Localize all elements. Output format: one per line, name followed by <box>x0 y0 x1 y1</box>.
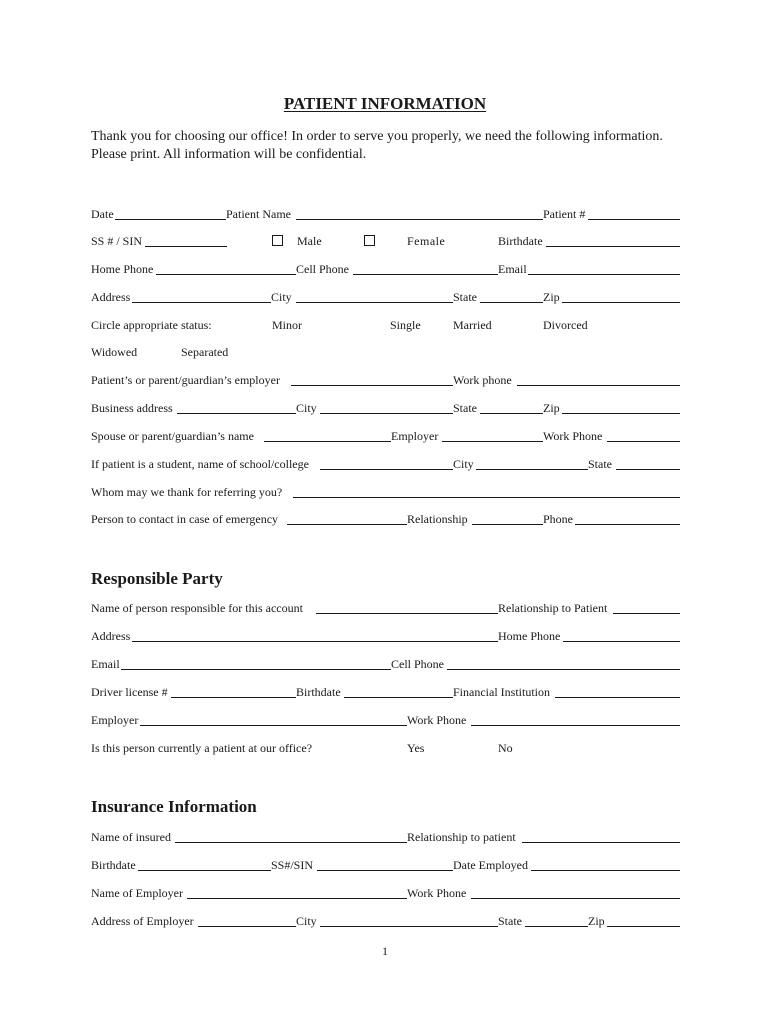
employer-state-field[interactable] <box>525 926 588 927</box>
status-prompt: Circle appropriate status: <box>91 318 212 332</box>
responsible-employer-field[interactable] <box>140 725 407 726</box>
insured-relationship-field[interactable] <box>522 842 680 843</box>
row-business-address <box>91 401 680 417</box>
state-label: State <box>453 290 477 304</box>
business-city-field[interactable] <box>320 413 453 414</box>
responsible-name-field[interactable] <box>316 613 498 614</box>
status-married[interactable]: Married <box>453 318 492 332</box>
insured-work-phone-label: Work Phone <box>407 886 467 900</box>
state-field[interactable] <box>480 302 543 303</box>
spouse-name-field[interactable] <box>264 441 391 442</box>
responsible-home-phone-field[interactable] <box>563 641 680 642</box>
spouse-employer-field[interactable] <box>442 441 543 442</box>
referral-field[interactable] <box>293 497 680 498</box>
employer-field[interactable] <box>291 385 453 386</box>
row-responsible-address <box>91 629 680 645</box>
female-checkbox[interactable] <box>364 235 375 246</box>
insured-relationship-label: Relationship to patient <box>407 830 516 844</box>
male-label: Male <box>297 234 322 248</box>
intro-text: Thank you for choosing our office! In order to serve you properly, we need the following information. Please print. All information will be confidential. <box>91 129 663 162</box>
spouse-work-phone-field[interactable] <box>607 441 680 442</box>
emergency-contact-label: Person to contact in case of emergency <box>91 512 279 526</box>
emergency-contact-field[interactable] <box>287 524 407 525</box>
employer-address-field[interactable] <box>198 926 296 927</box>
status-widowed[interactable]: Widowed <box>91 345 138 359</box>
current-patient-yes[interactable]: Yes <box>407 741 425 755</box>
email-field[interactable] <box>528 274 680 275</box>
insured-name-field[interactable] <box>175 842 407 843</box>
date-field[interactable] <box>115 219 226 220</box>
zip-label: Zip <box>543 290 560 304</box>
cell-phone-field[interactable] <box>353 274 498 275</box>
female-label: Female <box>407 234 446 248</box>
patient-name-label: Patient Name <box>226 207 291 221</box>
address-field[interactable] <box>132 302 271 303</box>
current-patient-question: Is this person currently a patient at our office? <box>91 741 313 755</box>
spouse-work-phone-label: Work Phone <box>543 429 603 443</box>
financial-institution-label: Financial Institution <box>453 685 550 699</box>
current-patient-no[interactable]: No <box>498 741 513 755</box>
status-minor[interactable]: Minor <box>272 318 302 332</box>
school-state-label: State <box>588 457 612 471</box>
row-insured-birthdate <box>91 858 680 874</box>
row-referral <box>91 485 680 501</box>
responsible-work-phone-label: Work Phone <box>407 713 467 727</box>
business-address-label: Business address <box>91 401 173 415</box>
ss-sin-label: SS # / SIN <box>91 234 143 248</box>
responsible-employer-label: Employer <box>91 713 139 727</box>
responsible-work-phone-field[interactable] <box>471 725 680 726</box>
birthdate-field[interactable] <box>546 246 680 247</box>
row-employer-address <box>91 914 680 930</box>
date-employed-field[interactable] <box>531 870 680 871</box>
patient-number-field[interactable] <box>588 219 680 220</box>
school-city-label: City <box>453 457 474 471</box>
responsible-email-field[interactable] <box>121 669 391 670</box>
referral-label: Whom may we thank for referring you? <box>91 485 283 499</box>
zip-field[interactable] <box>562 302 680 303</box>
row-phones <box>91 262 680 278</box>
row-date-name <box>91 207 680 223</box>
school-city-field[interactable] <box>476 469 588 470</box>
employer-zip-label: Zip <box>588 914 605 928</box>
row-employer <box>91 373 680 389</box>
status-single[interactable]: Single <box>390 318 421 332</box>
insured-ss-field[interactable] <box>317 870 453 871</box>
work-phone-field[interactable] <box>517 385 680 386</box>
insured-employer-field[interactable] <box>187 898 407 899</box>
driver-license-label: Driver license # <box>91 685 168 699</box>
responsible-birthdate-label: Birthdate <box>296 685 341 699</box>
insured-ss-label: SS#/SIN <box>271 858 314 872</box>
birthdate-label: Birthdate <box>498 234 543 248</box>
business-city-label: City <box>296 401 317 415</box>
insured-employer-label: Name of Employer <box>91 886 183 900</box>
responsible-email-label: Email <box>91 657 120 671</box>
spouse-name-label: Spouse or parent/guardian’s name <box>91 429 254 443</box>
business-state-field[interactable] <box>480 413 543 414</box>
insured-work-phone-field[interactable] <box>471 898 680 899</box>
male-checkbox[interactable] <box>272 235 283 246</box>
business-state-label: State <box>453 401 477 415</box>
row-ss-gender <box>91 234 680 250</box>
employer-label: Patient’s or parent/guardian’s employer <box>91 373 280 387</box>
emergency-phone-field[interactable] <box>575 524 680 525</box>
ss-sin-field[interactable] <box>145 246 227 247</box>
row-status-2 <box>91 345 680 361</box>
responsible-address-label: Address <box>91 629 131 643</box>
employer-city-label: City <box>296 914 317 928</box>
business-zip-label: Zip <box>543 401 560 415</box>
driver-license-field[interactable] <box>171 697 296 698</box>
page-title: PATIENT INFORMATION <box>283 94 487 113</box>
employer-address-label: Address of Employer <box>91 914 194 928</box>
row-school <box>91 457 680 473</box>
insured-name-label: Name of insured <box>91 830 171 844</box>
responsible-relationship-field[interactable] <box>613 613 680 614</box>
home-phone-label: Home Phone <box>91 262 154 276</box>
row-responsible-license <box>91 685 680 701</box>
business-zip-field[interactable] <box>562 413 680 414</box>
insured-birthdate-field[interactable] <box>138 870 271 871</box>
responsible-party-heading: Responsible Party <box>91 569 223 588</box>
address-label: Address <box>91 290 131 304</box>
responsible-cell-phone-field[interactable] <box>447 669 680 670</box>
row-responsible-name <box>91 601 680 617</box>
financial-institution-field[interactable] <box>555 697 680 698</box>
responsible-name-label: Name of person responsible for this account <box>91 601 303 615</box>
patient-name-field[interactable] <box>296 219 543 220</box>
insured-birthdate-label: Birthdate <box>91 858 136 872</box>
home-phone-field[interactable] <box>156 274 296 275</box>
employer-zip-field[interactable] <box>607 926 680 927</box>
row-emergency <box>91 512 680 528</box>
school-label: If patient is a student, name of school/college <box>91 457 309 471</box>
patient-number-label: Patient # <box>543 207 586 221</box>
responsible-relationship-label: Relationship to Patient <box>498 601 608 615</box>
row-responsible-employer <box>91 713 680 729</box>
city-label: City <box>271 290 292 304</box>
insurance-heading: Insurance Information <box>91 797 257 816</box>
responsible-cell-phone-label: Cell Phone <box>391 657 444 671</box>
responsible-home-phone-label: Home Phone <box>498 629 561 643</box>
date-label: Date <box>91 207 114 221</box>
email-label: Email <box>498 262 527 276</box>
city-field[interactable] <box>296 302 453 303</box>
employer-city-field[interactable] <box>320 926 498 927</box>
page-number: 1 <box>382 944 388 958</box>
cell-phone-label: Cell Phone <box>296 262 349 276</box>
status-divorced[interactable]: Divorced <box>543 318 588 332</box>
school-field[interactable] <box>320 469 453 470</box>
responsible-birthdate-field[interactable] <box>344 697 453 698</box>
responsible-address-field[interactable] <box>132 641 498 642</box>
school-state-field[interactable] <box>616 469 680 470</box>
date-employed-label: Date Employed <box>453 858 528 872</box>
spouse-employer-label: Employer <box>391 429 439 443</box>
row-address <box>91 290 680 306</box>
business-address-field[interactable] <box>177 413 296 414</box>
emergency-relationship-label: Relationship <box>407 512 468 526</box>
row-insured-employer <box>91 886 680 902</box>
row-current-patient <box>91 741 680 757</box>
row-spouse <box>91 429 680 445</box>
emergency-relationship-field[interactable] <box>472 524 543 525</box>
status-separated[interactable]: Separated <box>181 345 229 359</box>
row-responsible-email <box>91 657 680 673</box>
employer-state-label: State <box>498 914 522 928</box>
emergency-phone-label: Phone <box>543 512 573 526</box>
row-status <box>91 318 680 334</box>
row-insured-name <box>91 830 680 846</box>
work-phone-label: Work phone <box>453 373 512 387</box>
